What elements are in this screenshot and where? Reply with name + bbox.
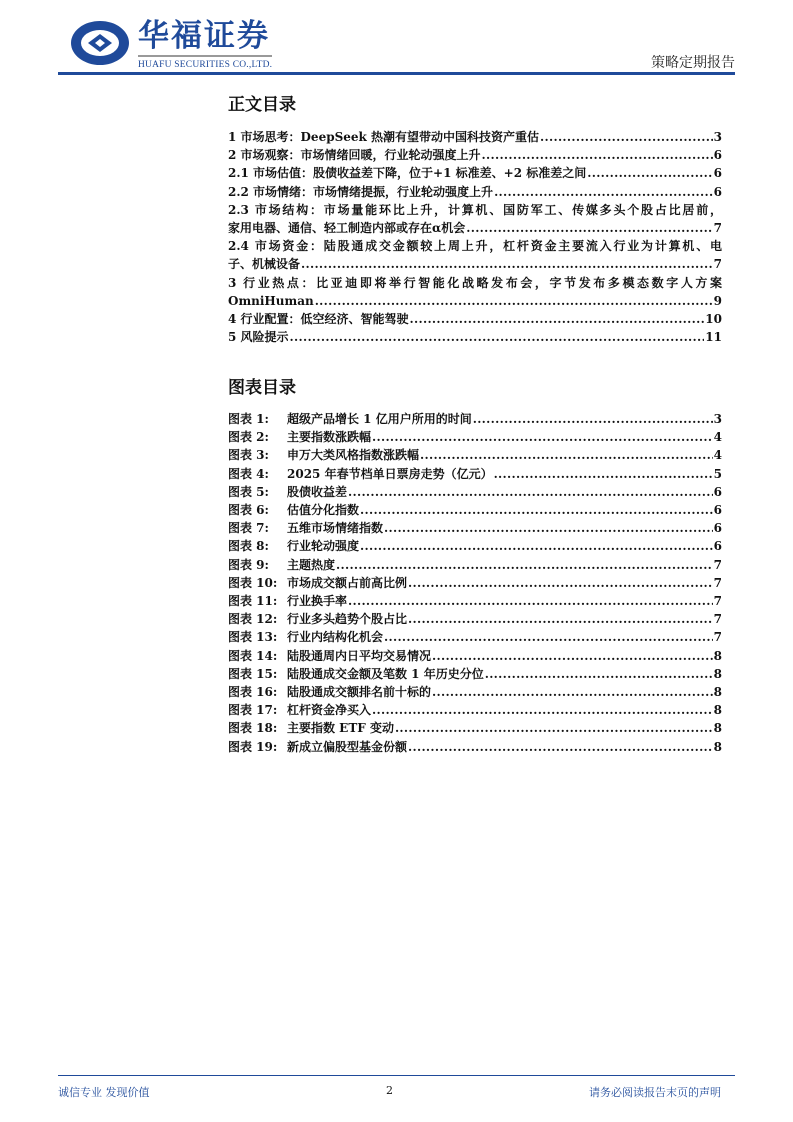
dot-leader [395,719,713,737]
figure-title: 主要指数涨跌幅 [287,430,372,445]
toc-page-number: 6 [713,166,722,181]
figure-entry[interactable] [228,592,722,610]
figure-label: 图表 1: [228,412,269,426]
dot-leader [348,483,713,501]
figure-label: 图表 17: [228,703,278,718]
toc-entry-title: 4 行业配置：低空经济、智能驾驶 [228,312,409,327]
figure-label: 图表 5: [228,484,269,499]
figure-title: 市场成交额占前高比例 [287,575,408,590]
figure-title: 行业内结构化机会 [287,630,384,645]
figure-title: 股债收益差 [287,484,348,499]
page-number: 2 [386,1084,393,1097]
report-type: 策略定期报告 [651,55,735,71]
toc-entry-title: 家用电器、通信、轻工制造内部或存在α机会 [228,221,466,236]
dot-leader [473,410,713,428]
dot-leader [408,610,713,628]
figure-title: 陆股通成交额排名前十标的 [287,685,432,700]
figure-label: 图表 2: [228,430,269,445]
figure-label: 图表 15: [228,666,278,681]
figure-label: 图表 10: [228,575,278,590]
brand-name-cn: 华福证券 [138,18,272,57]
figure-title: 杠杆资金净买入 [287,703,372,718]
figure-entry[interactable] [228,610,722,628]
toc-entry[interactable] [228,237,722,273]
footer-slogan: 诚信专业 发现价值 [58,1086,150,1099]
toc-page-number: 7 [713,257,722,272]
dot-leader [301,255,713,273]
toc-entry-title: 2.3 市场结构：市场量能环比上升，计算机、国防军工、传媒多头个股占比居前， [228,202,722,217]
footer-divider [58,1075,735,1076]
dot-leader [372,701,713,719]
dot-leader [432,683,713,701]
toc-entry-title: 1 市场思考：DeepSeek 热潮有望带动中国科技资产重估 [228,130,540,144]
dot-leader [336,556,713,574]
figure-title: 行业多头趋势个股占比 [287,612,408,627]
toc-heading: 正文目录 [228,95,296,115]
figure-entry[interactable] [228,428,722,446]
figure-page-number: 7 [713,612,722,627]
figure-label: 图表 6: [228,503,269,518]
figure-page-number: 8 [713,685,722,700]
figure-entry[interactable] [228,519,722,537]
figure-page-number: 6 [713,503,722,518]
dot-leader [432,647,713,665]
toc-entry-title: 3 行业热点：比亚迪即将举行智能化战略发布会，字节发布多模态数字人方案 [228,275,722,290]
figure-title: 陆股通周内日平均交易情况 [287,648,432,663]
dot-leader [384,519,713,537]
figure-label: 图表 4: [228,466,269,481]
toc-page-number: 6 [713,184,722,199]
figure-title: 申万大类风格指数涨跌幅 [287,448,420,463]
figure-title: 行业轮动强度 [287,539,360,554]
figure-page-number: 4 [713,430,722,445]
figure-entry[interactable] [228,628,722,646]
figure-title: 主题热度 [287,557,336,572]
figure-title: 2025 年春节档单日票房走势（亿元） [287,466,493,481]
toc-entry[interactable] [228,146,722,164]
dot-leader [494,183,713,201]
figure-label: 图表 13: [228,630,278,645]
dot-leader [408,738,713,756]
figure-label: 图表 3: [228,448,269,463]
figure-page-number: 7 [713,594,722,609]
dot-leader [384,628,713,646]
toc-entry[interactable] [228,328,722,346]
figure-entry[interactable] [228,556,722,574]
dot-leader [408,574,713,592]
footer-disclaimer: 请务必阅读报告末页的声明 [589,1086,721,1099]
figure-entry[interactable] [228,446,722,464]
figure-entry[interactable] [228,501,722,519]
figure-label: 图表 7: [228,521,269,536]
toc-entry-title: OmniHuman [228,293,314,308]
toc-page-number: 10 [705,312,722,327]
toc-page-number: 9 [713,293,722,308]
figure-label: 图表 11: [228,594,278,609]
header-divider [58,72,735,75]
figure-page-number: 5 [713,466,722,481]
toc-page-number: 11 [705,330,722,345]
figure-entry[interactable] [228,701,722,719]
toc-page-number: 3 [713,130,722,144]
dot-leader [410,310,705,328]
figure-label: 图表 9: [228,557,269,572]
figure-entry[interactable] [228,738,722,756]
figure-label: 图表 14: [228,648,278,663]
toc-entry[interactable] [228,310,722,328]
figure-label: 图表 12: [228,612,278,627]
huafu-logo-icon [68,18,132,68]
table-of-contents [228,128,722,346]
figure-title: 五维市场情绪指数 [287,521,384,536]
figures-heading: 图表目录 [228,378,296,398]
dot-leader [587,164,712,182]
dot-leader [494,465,713,483]
figure-page-number: 7 [713,630,722,645]
figure-page-number: 8 [713,648,722,663]
company-logo [68,18,272,70]
toc-entry[interactable] [228,183,722,201]
toc-entry-title: 子、机械设备 [228,257,301,272]
figure-label: 图表 8: [228,539,269,554]
dot-leader [315,292,713,310]
dot-leader [372,428,713,446]
toc-entry-title: 5 风险提示 [228,330,289,345]
dot-leader [360,501,713,519]
list-of-figures [228,410,722,756]
figure-title: 超级产品增长 1 亿用户所用的时间 [287,412,472,426]
figure-title: 新成立偏股型基金份额 [287,739,408,754]
figure-page-number: 6 [713,539,722,554]
figure-entry[interactable] [228,410,722,428]
toc-page-number: 6 [713,148,722,163]
figure-entry[interactable] [228,683,722,701]
toc-entry-title: 2.4 市场资金：陆股通成交金额较上周上升，杠杆资金主要流入行业为计算机、电 [228,239,722,254]
toc-entry[interactable] [228,164,722,182]
figure-label: 图表 19: [228,739,278,754]
toc-entry-title: 2 市场观察：市场情绪回暖，行业轮动强度上升 [228,148,481,163]
figure-entry[interactable] [228,574,722,592]
figure-page-number: 6 [713,484,722,499]
brand-name-en: HUAFU SECURITIES CO.,LTD. [138,60,273,70]
toc-page-number: 7 [713,221,722,236]
figure-page-number: 8 [713,739,722,754]
figure-title: 行业换手率 [287,594,348,609]
figure-page-number: 6 [713,521,722,536]
figure-page-number: 8 [713,703,722,718]
figure-entry[interactable] [228,537,722,555]
figure-page-number: 8 [713,721,722,736]
figure-entry[interactable] [228,665,722,683]
dot-leader [348,592,713,610]
figure-page-number: 7 [713,575,722,590]
figure-entry[interactable] [228,647,722,665]
dot-leader [482,146,713,164]
figure-entry[interactable] [228,719,722,737]
figure-label: 图表 18: [228,721,278,736]
figure-entry[interactable] [228,465,722,483]
figure-page-number: 3 [713,412,722,426]
toc-entry-title: 2.1 市场估值：股债收益差下降，位于+1 标准差、+2 标准差之间 [228,166,587,181]
figure-page-number: 4 [713,448,722,463]
figure-page-number: 8 [713,666,722,681]
dot-leader [420,446,713,464]
toc-entry[interactable] [228,128,722,146]
toc-entry-title: 2.2 市场情绪：市场情绪提振，行业轮动强度上升 [228,184,494,199]
toc-entry[interactable] [228,274,722,310]
dot-leader [360,537,713,555]
toc-entry[interactable] [228,201,722,237]
dot-leader [485,665,713,683]
dot-leader [290,328,705,346]
figure-label: 图表 16: [228,685,278,700]
figure-title: 陆股通成交金额及笔数 1 年历史分位 [287,666,484,681]
figure-entry[interactable] [228,483,722,501]
figure-title: 估值分化指数 [287,503,360,518]
dot-leader [540,128,713,146]
figure-title: 主要指数 ETF 变动 [287,721,394,736]
dot-leader [466,219,712,237]
figure-page-number: 7 [713,557,722,572]
